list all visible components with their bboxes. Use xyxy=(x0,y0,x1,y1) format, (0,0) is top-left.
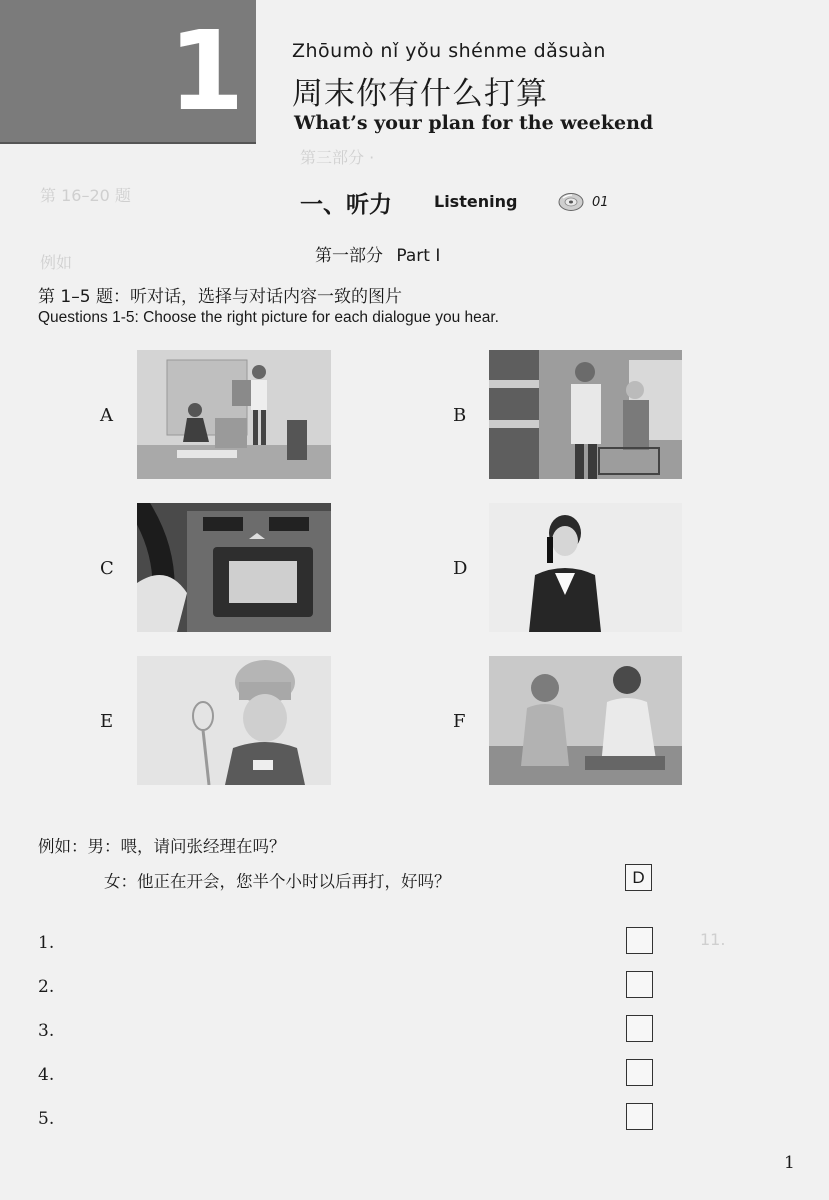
lesson-title-en: What’s your plan for the weekend xyxy=(294,112,654,134)
question-number: 1. xyxy=(38,933,55,953)
question-number: 4. xyxy=(38,1065,55,1085)
picture-letter-c: C xyxy=(100,558,114,579)
title-rule xyxy=(0,142,256,144)
part-title-en: Part Ⅰ xyxy=(396,246,441,266)
section-title-zh: 一、听力 xyxy=(300,192,392,218)
bleed-through-text: 第三部分 · xyxy=(300,148,375,167)
part-title-zh: 第一部分 xyxy=(315,246,383,266)
lesson-pinyin: Zhōumò nǐ yǒu shénme dǎsuàn xyxy=(292,40,606,62)
picture-letter-a: A xyxy=(100,405,113,426)
photo-couple-moving xyxy=(137,350,331,479)
photo-child-chef xyxy=(137,656,331,785)
photo-receptionist-phone xyxy=(489,503,682,632)
bleed-through-text: 例如 xyxy=(40,253,73,272)
picture-letter-b: B xyxy=(453,405,467,426)
photo-couple-arguing xyxy=(489,656,682,785)
answer-box[interactable] xyxy=(626,1103,653,1130)
photo-car-dashboard xyxy=(137,503,331,632)
part-title xyxy=(315,241,440,266)
cd-icon xyxy=(558,192,584,212)
bleed-through-text: 第 16–20 题 xyxy=(40,186,131,205)
answer-box[interactable] xyxy=(626,1059,653,1086)
example-line-1 xyxy=(38,833,286,857)
lesson-title-zh: 周末你有什么打算 xyxy=(292,76,548,112)
example-answer-box: D xyxy=(625,864,652,891)
section-title-en: Listening xyxy=(434,192,518,211)
bleed-through-text: 11. xyxy=(700,930,726,949)
photo-couple-shopping xyxy=(489,350,682,479)
example-label: 例如： xyxy=(38,837,88,856)
audio-track-number: 01 xyxy=(592,195,609,210)
picture-letter-e: E xyxy=(100,711,114,732)
question-number: 3. xyxy=(38,1021,55,1041)
answer-box[interactable] xyxy=(626,927,653,954)
picture-letter-d: D xyxy=(453,558,468,579)
example-speaker-male: 男：喂，请问张经理在吗？ xyxy=(87,837,286,856)
instruction-en: Questions 1-5: Choose the right picture for each dialogue you hear. xyxy=(38,309,499,326)
question-number: 5. xyxy=(38,1109,55,1129)
lesson-number: 1 xyxy=(168,7,245,135)
answer-box[interactable] xyxy=(626,1015,653,1042)
question-number: 2. xyxy=(38,977,55,997)
page-number: 1 xyxy=(784,1153,795,1173)
answer-box[interactable] xyxy=(626,971,653,998)
instruction-zh: 第 1–5 题：听对话，选择与对话内容一致的图片 xyxy=(38,287,402,307)
example-speaker-female: 女：他正在开会，您半个小时以后再打，好吗？ xyxy=(104,872,451,891)
picture-letter-f: F xyxy=(453,711,466,732)
